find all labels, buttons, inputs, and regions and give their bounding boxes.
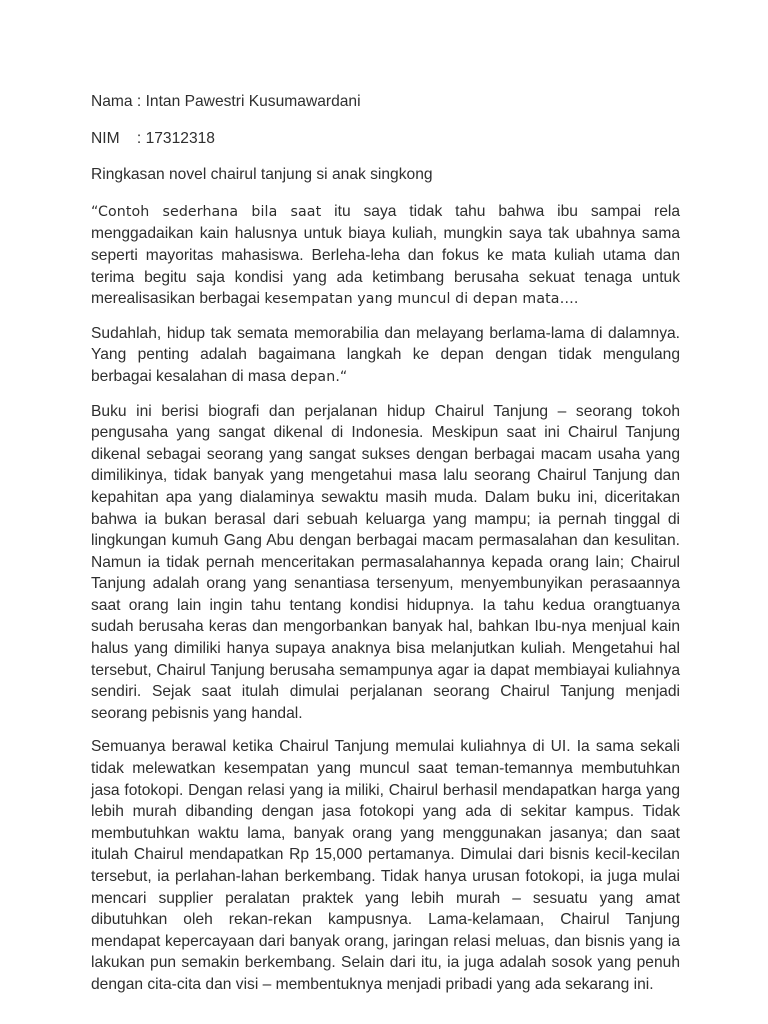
- quote-paragraph-2-text: Sudahlah, hidup tak semata memorabilia dan melayang berlama-lama di dalamnya. Yang penting adalah bagaimana langkah ke depan dengan tidak mengulang berbagai kesalahan di masa: [91, 324, 680, 385]
- document-title: Ringkasan novel chairul tanjung si anak singkong: [91, 166, 433, 184]
- student-nim-line: NIM : 17312318: [91, 129, 215, 147]
- quote-paragraph-2: [91, 323, 680, 389]
- quote-paragraph-2-ending: depan.“: [290, 368, 348, 385]
- quote-paragraph-1-ending: kesempatan yang muncul di depan mata….: [264, 291, 579, 308]
- document-content: [91, 91, 680, 1008]
- paragraph-biography: Buku ini berisi biografi dan perjalanan hidup Chairul Tanjung – seorang tokoh pengusaha yang sangat dikenal di Indonesia. Meskipun saat ini Chairul Tanjung dikenal sebagai seorang yang sangat sukses dengan berbagai macam usaha yang dimilikinya, tidak banyak yang mengetahui masa lalu seorang Chairul Tanjung dan kepahitan apa yang dialaminya sewaktu masih muda. Dalam buku ini, diceritakan bahwa ia bukan berasal dari sebuah keluarga yang mampu; ia pernah tinggal di lingkungan kumuh Gang Abu dengan berbagai macam permasalahan dan kesulitan. Namun ia tidak pernah menceritakan permasalahannya kepada orang lain; Chairul Tanjung adalah orang yang senantiasa tersenyum, menyembunyikan perasaannya saat orang lain ingin tahu tentang kondisi hidupnya. Ia tahu kedua orangtuanya sudah berusaha keras dan mengorbankan banyak hal, bahkan Ibu-nya menjual kain halus yang dimiliki hanya supaya anaknya bisa melanjutkan kuliah. Mengetahui hal tersebut, Chairul Tanjung berusaha semampunya agar ia dapat membiayai kuliahnya sendiri. Sejak saat itulah dimulai perjalanan seorang Chairul Tanjung menjadi seorang pebisnis yang handal.: [91, 402, 680, 722]
- paragraph-early-business: Semuanya berawal ketika Chairul Tanjung memulai kuliahnya di UI. Ia sama sekali tidak melewatkan kesempatan yang muncul saat teman-temannya membutuhkan jasa fotokopi. Dengan relasi yang ia miliki, Chairul berhasil mendapatkan harga yang lebih murah dibanding dengan jasa fotokopi yang ada di sekitar kampus. Tidak membutuhkan waktu lama, banyak orang yang menggunakan jasanya; dan saat itulah Chairul mendapatkan Rp 15,000 pertamanya. Dimulai dari bisnis kecil-kecilan tersebut, ia perlahan-lahan berkembang. Tidak hanya urusan fotokopi, ia juga mulai mencari supplier peralatan praktek yang lebih murah – sesuatu yang amat dibutuhkan oleh rekan-rekan kampusnya. Lama-kelamaan, Chairul Tanjung mendapat kepercayaan dari banyak orang, jaringan relasi meluas, dan bisnis yang ia lakukan pun semakin berkembang. Selain dari itu, ia juga adalah sosok yang penuh dengan cita-cita dan visi – membentuknya menjadi pribadi yang ada sekarang ini.: [91, 738, 680, 993]
- student-name-line: Nama : Intan Pawestri Kusumawardani: [91, 93, 361, 110]
- quote-paragraph-1-text: itu saya tidak tahu bahwa ibu sampai rela menggadaikan kain halusnya untuk biaya kuliah, mungkin saya tak ubahnya sama seperti mayoritas mahasiswa. Berleha-leha dan fokus ke mata kuliah utama dan terima begitu saja kondisi yang ada ketimbang berusaha sekuat tenaga untuk merealisasikan berbagai: [91, 202, 681, 308]
- quote-paragraph-1: [91, 201, 680, 311]
- quote-opening-text: “Contoh sederhana bila saat: [91, 203, 322, 220]
